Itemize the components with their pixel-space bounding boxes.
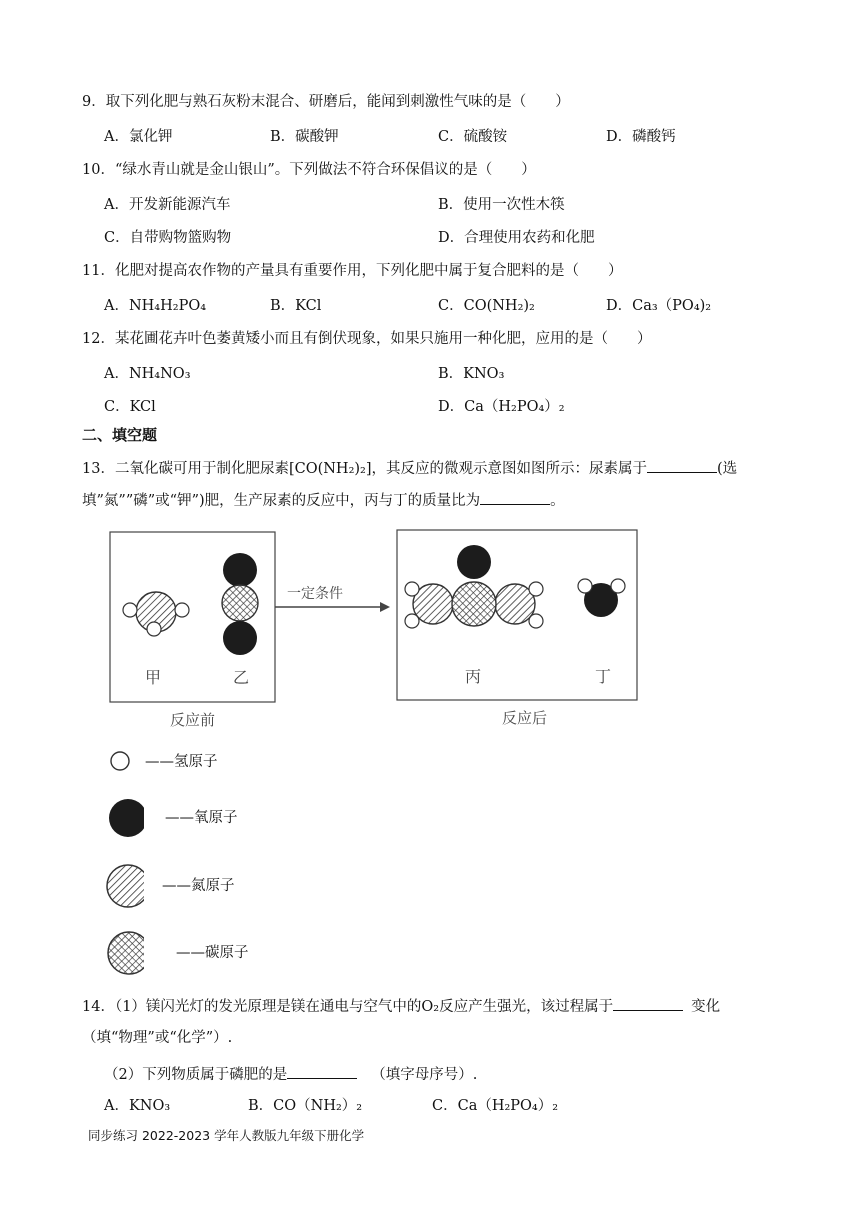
label-bing: 丙 [465, 667, 482, 686]
q13-text-4: 。 [550, 493, 565, 509]
legend-symbols [104, 745, 144, 980]
q14-part1-line1 [82, 995, 720, 1016]
hydrogen-atom-icon [111, 752, 129, 770]
q12-stem: 12．某花圃花卉叶色萎黄矮小而且有倒伏现象，如果只施用一种化肥，应用的是（ ） [82, 331, 652, 347]
q13-text-2: (选 [717, 461, 738, 477]
q13-line2 [82, 489, 565, 510]
q14-text-4: （填字母序号）. [371, 1067, 478, 1083]
nitrogen-atom-icon [107, 865, 144, 907]
q9-option-b: B．碳酸钾 [270, 129, 339, 145]
q11-option-b: B．KCl [270, 298, 322, 314]
label-yi: 乙 [233, 668, 250, 687]
q11-option-a: A．NH₄H₂PO₄ [104, 298, 207, 314]
q10-stem: 10．“绿水青山就是金山银山”。下列做法不符合环保倡议的是（ ） [82, 162, 536, 178]
molecule-ding [578, 579, 625, 617]
q14-option-a: A．KNO₃ [104, 1098, 171, 1114]
q13-blank-1[interactable] [647, 457, 717, 473]
legend-nitrogen: ——氮原子 [162, 878, 235, 894]
q13-blank-2[interactable] [480, 489, 550, 505]
molecule-bing [405, 545, 543, 628]
q11-stem: 11．化肥对提高农作物的产量具有重要作用，下列化肥中属于复合肥料的是（ ） [82, 263, 623, 279]
q13-text-1: 13．二氧化碳可用于制化肥尿素[CO(NH₂)₂]，其反应的微观示意图如图所示：尿素属于 [82, 461, 648, 477]
arrow-icon [275, 602, 390, 612]
label-jia: 甲 [145, 668, 162, 687]
q9-option-d: D．磷酸钙 [606, 129, 676, 145]
q14-option-c: C．Ca（H₂PO₄）₂ [432, 1098, 559, 1114]
label-ding: 丁 [595, 667, 612, 686]
q10-option-d: D．合理使用农药和化肥 [438, 230, 595, 246]
q10-option-a: A．开发新能源汽车 [104, 197, 231, 213]
molecule-yi [222, 553, 258, 655]
q14-text-2: 变化 [691, 999, 721, 1015]
q12-option-c: C．KCl [104, 399, 156, 415]
q12-option-d: D．Ca（H₂PO₄）₂ [438, 399, 565, 415]
q13-line1 [82, 457, 737, 478]
oxygen-atom-icon [109, 799, 144, 837]
q14-option-b: B．CO（NH₂）₂ [248, 1098, 363, 1114]
q14-part1-line2: （填“物理”或“化学”）. [82, 1030, 233, 1046]
q11-option-c: C．CO(NH₂)₂ [438, 298, 535, 314]
q14-part2-line [104, 1063, 477, 1084]
carbon-atom-icon [108, 932, 144, 974]
legend-carbon: ——碳原子 [176, 945, 249, 961]
q10-option-c: C．自带购物篮购物 [104, 230, 232, 246]
arrow-condition-text: 一定条件 [287, 586, 343, 602]
q12-option-b: B．KNO₃ [438, 366, 505, 382]
q9-option-a: A．氯化钾 [104, 129, 173, 145]
legend-hydrogen: ——氢原子 [145, 754, 218, 770]
q14-blank-1[interactable] [613, 995, 683, 1011]
q14-text-1: 14．（1）镁闪光灯的发光原理是镁在通电与空气中的O₂反应产生强光，该过程属于 [82, 999, 614, 1015]
molecule-jia [123, 592, 189, 636]
q13-text-3: 填”氮””磷”或“钾”)肥，生产尿素的反应中，丙与丁的质量比为 [82, 493, 481, 509]
q12-option-a: A．NH₄NO₃ [104, 366, 191, 382]
q14-text-3: （2）下列物质属于磷肥的是 [104, 1067, 288, 1083]
q10-option-b: B．使用一次性木筷 [438, 197, 565, 213]
reaction-diagram [95, 525, 655, 735]
q14-blank-2[interactable] [287, 1063, 357, 1079]
caption-before: 反应前 [170, 711, 216, 729]
caption-after: 反应后 [502, 709, 548, 727]
q9-option-c: C．硫酸铵 [438, 129, 508, 145]
q11-option-d: D．Ca₃（PO₄)₂ [606, 298, 712, 314]
q9-stem: 9．取下列化肥与熟石灰粉末混合、研磨后，能闻到刺激性气味的是（ ） [82, 94, 570, 110]
legend-oxygen: ——氧原子 [165, 810, 238, 826]
section-heading-fill-in: 二、填空题 [82, 426, 158, 444]
page-footer: 同步练习 2022-2023 学年人教版九年级下册化学 [88, 1128, 365, 1143]
